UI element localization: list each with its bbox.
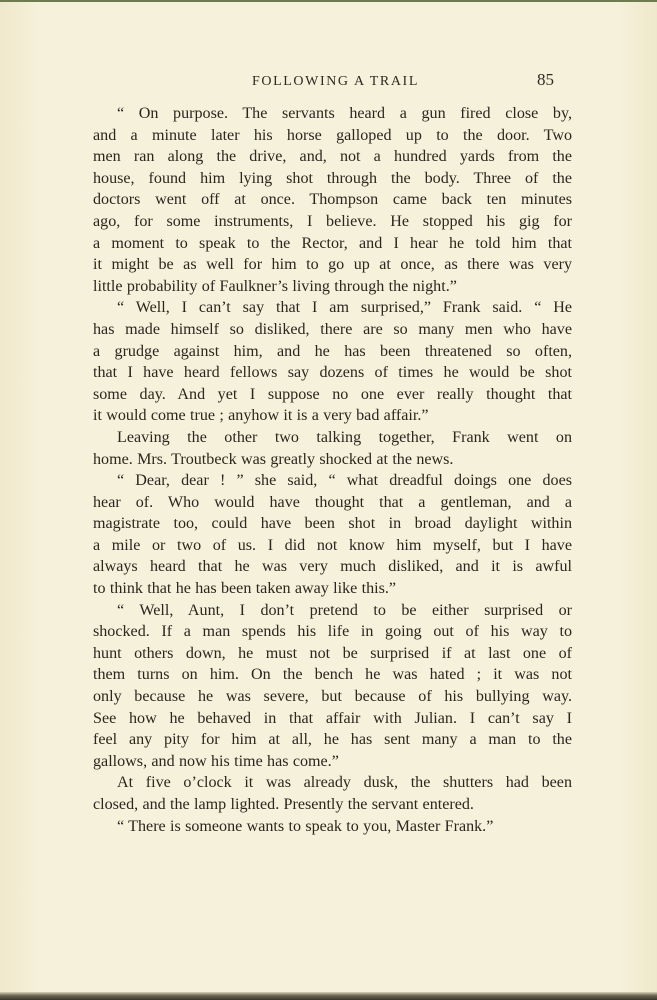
text-line: doctors went off at once. Thompson came back ten minutes [93, 191, 572, 209]
text-line: that I have heard fellows say dozens of times he would be shot [93, 364, 572, 382]
text-line: has made himself so disliked, there are so many men who have [93, 320, 572, 338]
page-number: 85 [537, 70, 554, 89]
text-line: a mile or two of us. I did not know him myself, but I have [93, 536, 572, 554]
text-line: magistrate too, could have been shot in broad daylight within [93, 515, 572, 533]
text-line: gallows, and now his time has come.” [93, 752, 339, 770]
text-line: Leaving the other two talking together, Frank went on [117, 428, 572, 446]
text-line: only because he was severe, but because of his bullying way. [93, 688, 572, 706]
text-line: them turns on him. On the bench he was hated ; it was not [93, 666, 572, 684]
text-line: a moment to speak to the Rector, and I hear he told him that [93, 234, 572, 252]
text-line: “ On purpose. The servants heard a gun fired close by, [117, 105, 572, 122]
text-line: always heard that he was very much disliked, and it is awful [93, 558, 572, 576]
text-line: “ Well, I can’t say that I am surprised,” Frank said. “ He [117, 299, 572, 317]
running-header [0, 70, 657, 94]
body-text [93, 103, 572, 837]
text-line: some day. And yet I suppose no one ever really thought that [93, 385, 572, 403]
text-line: and a minute later his horse galloped up to the door. Two [93, 126, 572, 144]
bottom-page-edge [0, 992, 657, 1000]
text-line: it might be as well for him to go up at once, as there was very [93, 256, 572, 274]
text-line: little probability of Faulkner’s living through the night.” [93, 277, 457, 295]
text-line: At five o’clock it was already dusk, the shutters had been [117, 774, 572, 792]
text-line: a grudge against him, and he has been threatened so often, [93, 342, 572, 360]
text-line: to think that he has been taken away like this.” [93, 580, 397, 598]
text-line: house, found him lying shot through the body. Three of the [93, 169, 572, 187]
text-line: feel any pity for him at all, he has sent many a man to the [93, 731, 572, 749]
text-line: “ There is someone wants to speak to you, Master Frank.” [117, 817, 494, 835]
text-line: hunt others down, he must not be surprised if at last one of [93, 644, 572, 662]
text-line: men ran along the drive, and, not a hundred yards from the [93, 148, 572, 166]
running-title: FOLLOWING A TRAIL [252, 74, 419, 89]
text-line: “ Dear, dear ! ” she said, “ what dreadful doings one does [117, 472, 572, 490]
text-line: closed, and the lamp lighted. Presently the servant entered. [93, 796, 474, 813]
top-edge-rule [0, 0, 657, 2]
text-line: it would come true ; anyhow it is a very bad affair.” [93, 407, 429, 425]
text-line: ago, for some instruments, I believe. He stopped his gig for [93, 212, 572, 230]
text-line: hear of. Who would have thought that a gentleman, and a [93, 493, 572, 511]
text-line: See how he behaved in that affair with Julian. I can’t say I [93, 709, 572, 727]
text-line: home. Mrs. Troutbeck was greatly shocked at the news. [93, 450, 454, 468]
text-line: “ Well, Aunt, I don’t pretend to be either surprised or [117, 601, 572, 619]
text-line: shocked. If a man spends his life in going out of his way to [93, 623, 572, 641]
